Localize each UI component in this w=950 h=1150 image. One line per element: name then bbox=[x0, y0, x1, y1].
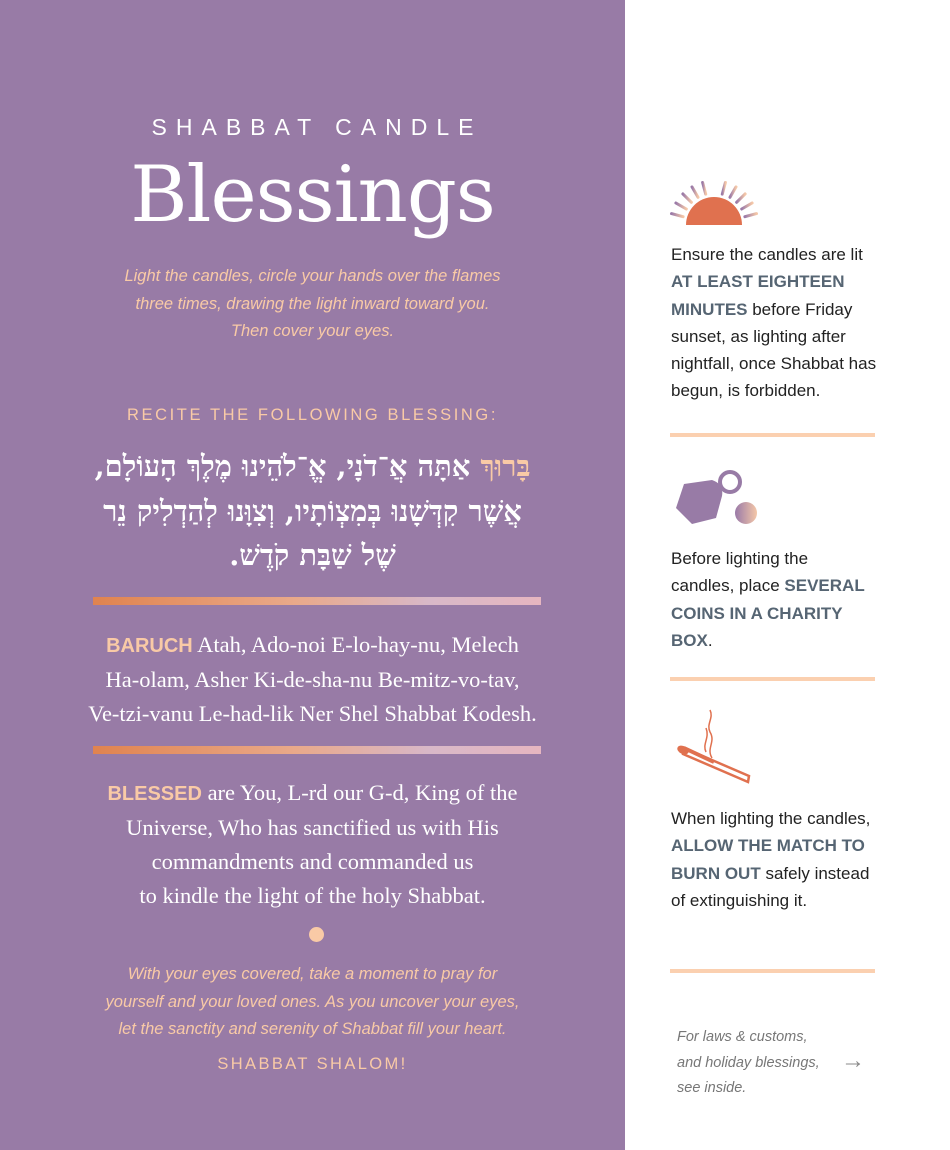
tip-match bbox=[671, 805, 871, 914]
see-inside-note bbox=[677, 1025, 820, 1102]
arrow-right-icon: → bbox=[841, 1047, 865, 1074]
tip-text: Before lighting the candles, place bbox=[671, 549, 809, 596]
translit-line bbox=[0, 628, 625, 663]
sun-ray bbox=[683, 194, 691, 202]
divider bbox=[670, 969, 875, 973]
hebrew-line bbox=[0, 444, 625, 489]
dot-divider bbox=[309, 927, 324, 942]
sun-ray bbox=[676, 203, 686, 209]
recite-heading: RECITE THE FOLLOWING BLESSING: bbox=[126, 406, 499, 424]
sun-ray bbox=[737, 194, 745, 202]
sun-ray bbox=[742, 203, 752, 209]
gradient-divider bbox=[93, 597, 541, 605]
closing-text bbox=[0, 961, 625, 1044]
intro-line: Then cover your eyes. bbox=[230, 322, 395, 340]
note-line: and holiday blessings, bbox=[677, 1054, 820, 1071]
english-lead: BLESSED bbox=[107, 783, 202, 805]
translit-lead: BARUCH bbox=[106, 635, 193, 657]
english-line: to kindle the light of the holy Shabbat. bbox=[139, 883, 486, 908]
divider bbox=[670, 433, 875, 437]
sun-ray bbox=[692, 187, 698, 197]
sunset-icon bbox=[668, 178, 768, 228]
tip-text: . bbox=[707, 630, 713, 650]
tip-text: Ensure the candles are lit bbox=[671, 245, 863, 264]
hebrew-text: אַתָּה אֲ־דֹנָי, אֱ־לֹהֵינוּ מֶלֶךְ הָעוֹלָם, bbox=[94, 449, 481, 483]
intro-text bbox=[0, 263, 625, 346]
tip-emphasis: AT LEAST EIGHTEEN MINUTES bbox=[671, 272, 845, 319]
note-line: For laws & customs, bbox=[677, 1029, 808, 1045]
intro-line: Light the candles, circle your hands over the flames bbox=[124, 267, 501, 285]
tip-text: safely instead of extinguishing it. bbox=[671, 863, 870, 910]
tip-emphasis: ALLOW THE MATCH TO BURN OUT bbox=[671, 836, 865, 883]
tip-text: When lighting the candles, bbox=[671, 809, 871, 828]
english-line: commandments and commanded us bbox=[151, 849, 474, 874]
closing-line: let the sanctity and serenity of Shabbat fill your heart. bbox=[118, 1020, 507, 1038]
sun-ray bbox=[730, 187, 736, 197]
translit-text: Atah, Ado-noi E-lo-hay-nu, Melech bbox=[192, 632, 519, 657]
tip-emphasis: SEVERAL COINS IN A CHARITY BOX bbox=[671, 576, 865, 650]
sun-ray bbox=[745, 214, 757, 217]
english-line bbox=[0, 776, 625, 811]
hebrew-first-word: בָּרוּךְ bbox=[480, 449, 531, 483]
sun-ray bbox=[722, 182, 725, 194]
transliteration bbox=[0, 628, 625, 731]
closing-line: With your eyes covered, take a moment to pray for bbox=[127, 965, 498, 983]
sun-ray bbox=[703, 182, 706, 194]
intro-line: three times, drawing the light inward toward you. bbox=[135, 294, 490, 313]
hebrew-line: אֲשֶׁר קִדְּשָׁנוּ בְּמִצְוֹתָיו, וְצִוָּנוּ לְהַדְלִיק נֵר bbox=[103, 493, 522, 528]
translit-line: Ha-olam, Asher Ki-de-sha-nu Be-mitz-vo-tav, bbox=[105, 667, 520, 692]
english-line: Universe, Who has sanctified us with His bbox=[126, 815, 499, 840]
kicker: SHABBAT CANDLE bbox=[151, 114, 483, 140]
gradient-divider bbox=[93, 746, 541, 754]
divider bbox=[670, 677, 875, 681]
tip-timing bbox=[671, 241, 886, 405]
english-text: are You, L-rd our G-d, King of the bbox=[201, 780, 518, 805]
hebrew-blessing bbox=[0, 444, 625, 578]
shabbat-shalom: SHABBAT SHALOM! bbox=[217, 1055, 408, 1073]
closing-line: yourself and your loved ones. As you uncover your eyes, bbox=[105, 992, 520, 1011]
tip-charity bbox=[671, 545, 871, 654]
english-translation bbox=[0, 776, 625, 913]
page-title: Blessings bbox=[130, 150, 495, 240]
charity-coin-icon bbox=[672, 466, 762, 530]
hebrew-line: שֶׁל שַׁבָּת קֹדֶשׁ. bbox=[229, 538, 396, 572]
sun-ray bbox=[671, 214, 683, 217]
tip-text: before Friday sunset, as lighting after nightfall, once Shabbat has begun, is forbidden. bbox=[671, 299, 877, 401]
match-icon bbox=[674, 708, 764, 784]
translit-line: Ve-tzi-vanu Le-had-lik Ner Shel Shabbat Kodesh. bbox=[88, 701, 537, 726]
note-line: see inside. bbox=[677, 1080, 747, 1096]
